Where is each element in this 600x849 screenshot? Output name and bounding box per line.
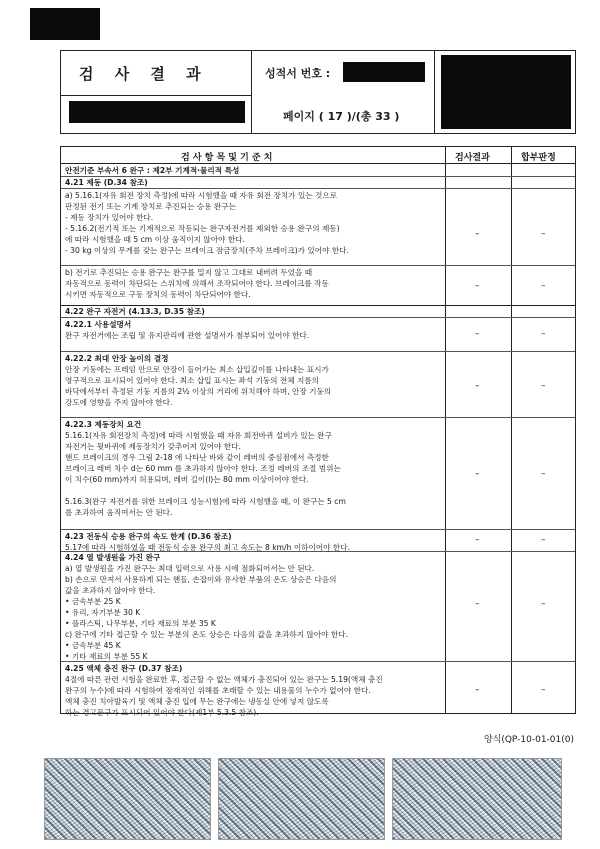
verdict-dash: – bbox=[541, 599, 546, 609]
redacted-certificate-number bbox=[343, 62, 425, 82]
table-row: c) 완구에 기타 접근할 수 있는 부분의 온도 상승은 다음의 값을 초과하지 않아야 한다. bbox=[65, 630, 349, 639]
page-number: 페이지 ( 17 )/(총 33 ) bbox=[283, 110, 400, 123]
table-row: 자동적으로 동력이 차단되는 스위치에 의해서 조작되어야 한다. 브레이크를 작동 bbox=[65, 279, 329, 288]
verdict-dash: – bbox=[541, 229, 546, 239]
table-row: 5.16.1(자유 회전장치 측정)에 따라 시험했을 때 자유 회전바퀴 설비가 있는 완구 bbox=[65, 431, 332, 440]
table-row: • 유리, 자기부분 30 K bbox=[65, 608, 141, 617]
verdict-dash: – bbox=[541, 535, 546, 545]
table-row: 하는 경고문구가 표시되어 있어야 한다(제1부 5.3.5 참조). bbox=[65, 708, 259, 717]
section-heading: 4.22.2 최대 안장 높이의 결정 bbox=[65, 354, 169, 363]
table-row: 완구의 누수)에 따라 시험하여 잠재적인 위해를 초래할 수 있는 내용물의 누수가 없어야 한다. bbox=[65, 686, 371, 695]
certificate-number-label: 성적서 번호 : bbox=[265, 67, 331, 80]
obscured-seal-block bbox=[218, 758, 385, 840]
result-dash: – bbox=[475, 281, 480, 291]
table-row: • 기타 재료의 부분 55 K bbox=[65, 652, 148, 661]
obscured-seal-block bbox=[392, 758, 562, 840]
table-row: b) 손으로 만져서 사용하게 되는 핸들, 손잡이와 유사한 부품의 온도 상승은 다음의 bbox=[65, 575, 337, 584]
table-row: 자전거는 뒷바퀴에 제동장치가 갖추어져 있어야 한다. bbox=[65, 442, 241, 451]
table-row: - 30 kg 이상의 무게를 갖는 완구는 브레이크 잠금장치(주차 브레이크)가 있어야 한다. bbox=[65, 246, 349, 255]
table-row: 핸드 브레이크의 경우 그림 2-18 에 나타난 바와 같이 레버의 중심점에서 측정한 bbox=[65, 453, 329, 462]
table-row: 액체 충진 치아발육기 및 액체 충진 입에 무는 완구에는 냉동실 안에 넣지 않도록 bbox=[65, 697, 329, 706]
table-row: 4절에 따른 관련 시험을 완료한 후, 접근할 수 없는 액체가 충진되어 있는 완구는 5.19(액체 충진 bbox=[65, 675, 383, 684]
form-number: 양식(QP-10-01-01(0) bbox=[483, 735, 574, 745]
column-header-result: 검사결과 bbox=[455, 153, 490, 163]
redacted-company-logo bbox=[30, 8, 100, 40]
table-row: 영구적으로 표시되어 있어야 한다. 최소 삽입 표시는 좌석 기둥의 전체 지름의 bbox=[65, 376, 319, 385]
table-row: 완구 자전거에는 조립 및 유지관리에 관한 설명서가 첨부되어 있어야 한다. bbox=[65, 331, 310, 340]
result-dash: – bbox=[475, 469, 480, 479]
section-heading: 4.25 액체 충진 완구 (D.37 참조) bbox=[65, 664, 183, 673]
table-row: - 제동 장치가 있어야 한다. bbox=[65, 213, 154, 222]
table-row: b) 전기로 추진되는 승용 완구는 완구를 밀지 않고 그대로 내버려 두었을 때 bbox=[65, 268, 313, 277]
table-row: 강도에 영향을 주지 않아야 한다. bbox=[65, 398, 173, 407]
section-heading: 4.24 열 발생원을 가진 완구 bbox=[65, 553, 161, 562]
table-row: 안장 기둥에는 프레임 안으로 안장이 들어가는 최소 삽입깊이를 나타내는 표시가 bbox=[65, 365, 329, 374]
table-row: 판정된 전기 또는 기계 장치로 추진되는 승용 완구는 bbox=[65, 202, 236, 211]
verdict-dash: – bbox=[541, 381, 546, 391]
result-dash: – bbox=[475, 535, 480, 545]
verdict-dash: – bbox=[541, 281, 546, 291]
result-dash: – bbox=[475, 599, 480, 609]
result-dash: – bbox=[475, 685, 480, 695]
column-header-items: 검 사 항 목 및 기 준 치 bbox=[181, 153, 273, 163]
redacted-issuer-name bbox=[69, 101, 245, 123]
inspection-table bbox=[60, 146, 576, 717]
section-heading: 4.21 제동 (D.34 참조) bbox=[65, 178, 148, 187]
section-heading: 4.23 전동식 승용 완구의 속도 한계 (D.36 참조) bbox=[65, 532, 232, 541]
redacted-issuer-logo bbox=[441, 55, 571, 129]
verdict-dash: – bbox=[541, 469, 546, 479]
section-heading: 4.22.1 사용설명서 bbox=[65, 320, 132, 329]
verdict-dash: – bbox=[541, 329, 546, 339]
annex-title: 안전기준 부속서 6 완구 : 제2부 기계적·물리적 특성 bbox=[65, 166, 240, 175]
section-heading: 4.22 완구 자전거 (4.13.3, D.35 참조) bbox=[65, 307, 205, 316]
table-row: - 5.16.2(전기적 또는 기계적으로 작동되는 완구자전거를 제외한 승용 완구의 제동) bbox=[65, 224, 340, 233]
table-row: 를 초과하여 움직여서는 안 된다. bbox=[65, 508, 173, 517]
table-row: • 금속부분 45 K bbox=[65, 641, 121, 650]
table-row: • 금속부분 25 K bbox=[65, 597, 121, 606]
table-row: a) 5.16.1(자유 회전 장치 측정)에 따라 시험했을 때 자유 회전 장치가 있는 것으로 bbox=[65, 191, 338, 200]
table-row: • 플라스틱, 나무부분, 기타 재료의 부분 35 K bbox=[65, 619, 216, 628]
section-heading: 4.22.3 제동장치 요건 bbox=[65, 420, 142, 429]
table-row: 5.17에 따라 시험하였을 때 전동식 승용 완구의 최고 속도는 8 km/h 이하이어야 한다. bbox=[65, 543, 351, 552]
table-row: 이 치수(60 mm)까지 허용되며, 레버 길이(l)는 80 mm 이상이어야 한다. bbox=[65, 475, 309, 484]
result-dash: – bbox=[475, 329, 480, 339]
table-row: 값을 초과하지 않아야 한다. bbox=[65, 586, 156, 595]
obscured-seal-block bbox=[44, 758, 211, 840]
table-row: 바닥에서부터 측정된 기둥 지름의 2½ 이상의 거리에 위치해야 하며, 안장 기둥의 bbox=[65, 387, 332, 396]
verdict-dash: – bbox=[541, 685, 546, 695]
table-row: 시키면 자동적으로 구동 장치의 동력이 차단되어야 한다. bbox=[65, 290, 251, 299]
table-row: 5.16.3(완구 자전거를 위한 브레이크 성능시험)에 따라 시험했을 때, 이 완구는 5 cm bbox=[65, 497, 346, 506]
column-header-verdict: 합부판정 bbox=[521, 153, 556, 163]
page-title: 검 사 결 과 bbox=[79, 65, 209, 83]
result-dash: – bbox=[475, 229, 480, 239]
result-dash: – bbox=[475, 381, 480, 391]
table-row: a) 열 발생원을 가진 완구는 최대 입력으로 사용 시에 점화되어서는 안 된다. bbox=[65, 564, 315, 573]
report-header bbox=[60, 50, 576, 134]
table-row: 브레이크 레버 치수 d는 60 mm 를 초과하지 않아야 한다. 조정 레버의 조절 범위는 bbox=[65, 464, 341, 473]
table-row: 에 따라 시험했을 때 5 cm 이상 움직이지 않아야 한다. bbox=[65, 235, 245, 244]
